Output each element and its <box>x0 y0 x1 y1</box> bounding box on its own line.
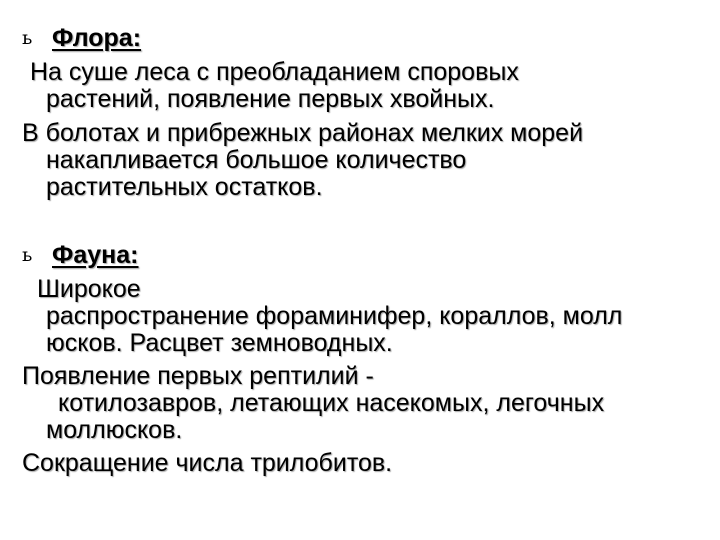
flora-line-5: растительных остатков. <box>46 173 323 201</box>
flora-line-2: растений, появление первых хвойных. <box>46 85 495 113</box>
fauna-line-2: распространение фораминифер, кораллов, молл <box>46 302 623 330</box>
fauna-line-3: юсков. Расцвет земноводных. <box>46 329 393 357</box>
fauna-line-4: Появление первых рептилий - <box>22 362 374 390</box>
flora-line-3: В болотах и прибрежных районах мелких морей <box>22 119 584 147</box>
fauna-bullet-icon: ь <box>22 244 33 266</box>
fauna-line-1: Широкое <box>37 275 141 303</box>
fauna-line-6: моллюсков. <box>46 416 183 444</box>
fauna-heading: Фауна: <box>52 241 139 269</box>
fauna-line-5: котилозавров, летающих насекомых, легочных <box>58 389 605 417</box>
flora-heading: Флора: <box>52 24 142 52</box>
flora-line-1: На суше леса с преобладанием споровых <box>30 58 519 86</box>
flora-bullet-icon: ь <box>22 27 33 49</box>
fauna-line-7: Сокращение числа трилобитов. <box>22 449 393 477</box>
flora-line-4: накапливается большое количество <box>46 146 467 174</box>
